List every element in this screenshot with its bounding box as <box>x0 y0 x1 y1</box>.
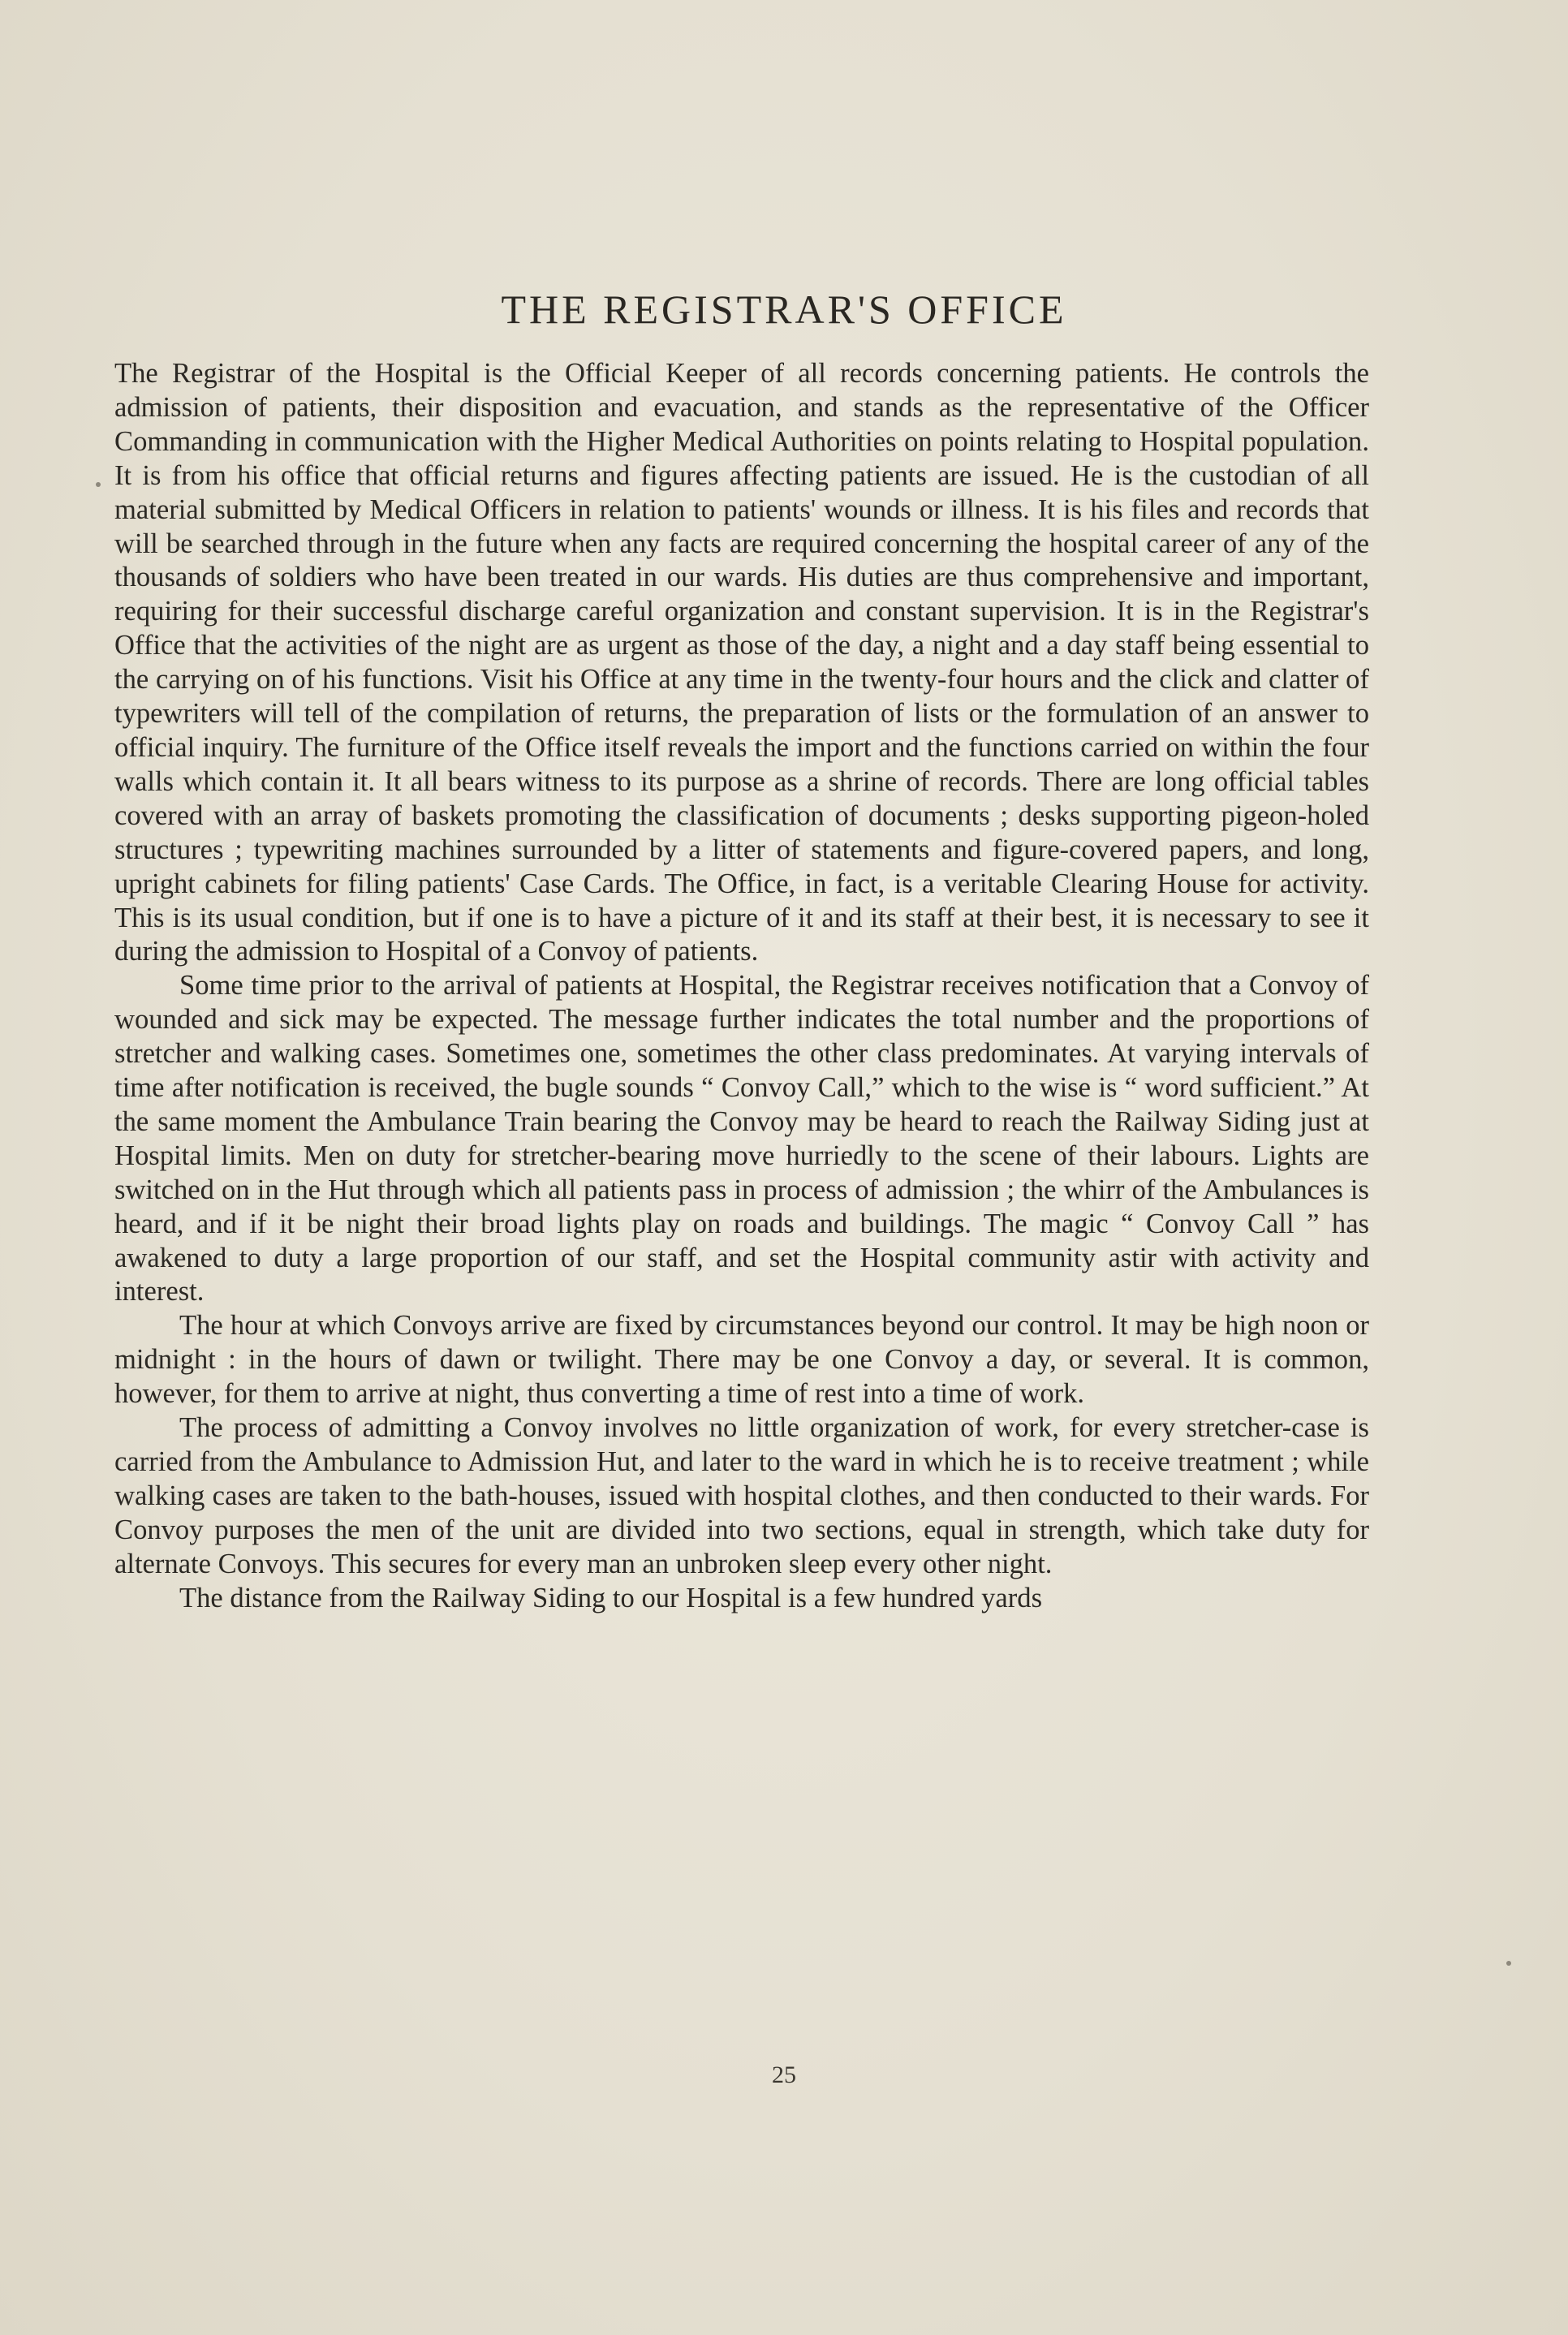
paragraph-3: The hour at which Convoys arrive are fixed by circumstances beyond our control. It may be high noon or midnight : in the hours of dawn or twilight. There may be one Convoy a day, or several. It is common, however, for them to arrive at night, thus converting a time of rest into a time of work. <box>114 1310 1369 1410</box>
page-title: THE REGISTRAR'S OFFICE <box>501 286 1067 332</box>
paragraph-2: Some time prior to the arrival of patients at Hospital, the Registrar receives notification that a Convoy of wounded and sick may be expected. The message further indicates the total number and the proportions of stretcher and walking cases. Sometimes one, sometimes the other class predominates. At varying intervals of time after notification is received, the bugle sounds “ Convoy Call,” which to the wise is “ word sufficient.” At the same moment the Ambulance Train bearing the Convoy may be heard to reach the Railway Siding just at Hospital limits. Men on duty for stretcher-bearing move hurriedly to the scene of their labours. Lights are switched on in the Hut through which all patients pass in process of admission ; the whirr of the Ambulances is heard, and if it be night their broad lights play on roads and buildings. The magic “ Convoy Call ” has awakened to duty a large proportion of our staff, and set the Hospital community astir with activity and interest. <box>114 970 1369 1308</box>
paper-speck <box>96 482 101 487</box>
paragraph-4: The process of admitting a Convoy involves no little organization of work, for every stretcher-case is carried from the Ambulance to Admission Hut, and later to the ward in which he is to receive treatment ; while walking cases are taken to the bath-houses, issued with hospital clothes, and then conducted to their wards. For Convoy purposes the men of the unit are divided into two sections, equal in strength, which take duty for alternate Convoys. This secures for every man an unbroken sleep every other night. <box>114 1412 1369 1579</box>
paragraph-1: The Registrar of the Hospital is the Official Keeper of all records concerning patients. He controls the admission of patients, their disposition and evacuation, and stands as the representative of the Officer Commanding in communication with the Higher Medical Authorities on points relating to Hospital population. It is from his office that official returns and figures affecting patients are issued. He is the custodian of all material submitted by Medical Officers in relation to patients' wounds or illness. It is his files and records that will be searched through in the future when any facts are required concerning the hospital career of any of the thousands of soldiers who have been treated in our wards. His duties are thus comprehensive and important, requiring for their successful discharge careful organization and constant supervision. It is in the Registrar's Office that the activities of the night are as urgent as those of the day, a night and a day staff being essential to the carrying on of his functions. Visit his Office at any time in the twenty-four hours and the click and clatter of typewriters will tell of the compilation of returns, the preparation of lists or the formulation of an answer to official inquiry. The furniture of the Office itself reveals the import and the functions carried on within the four walls which contain it. It all bears witness to its purpose as a shrine of records. There are long official tables covered with an array of baskets promoting the classification of documents ; desks supporting pigeon-holed structures ; typewriting machines surrounded by a litter of statements and figure-covered papers, and long, upright cabinets for filing patients' Case Cards. The Office, in fact, is a veritable Clearing House for activity. This is its usual condition, but if one is to have a picture of it and its staff at their best, it is necessary to see it during the admission to Hospital of a Convoy of patients. <box>114 358 1369 967</box>
paragraph-5: The distance from the Railway Siding to our Hospital is a few hundred yards <box>179 1582 1043 1613</box>
body-text <box>114 357 1369 1616</box>
page-number: 25 <box>772 2061 796 2088</box>
paper-speck <box>1506 1961 1511 1966</box>
